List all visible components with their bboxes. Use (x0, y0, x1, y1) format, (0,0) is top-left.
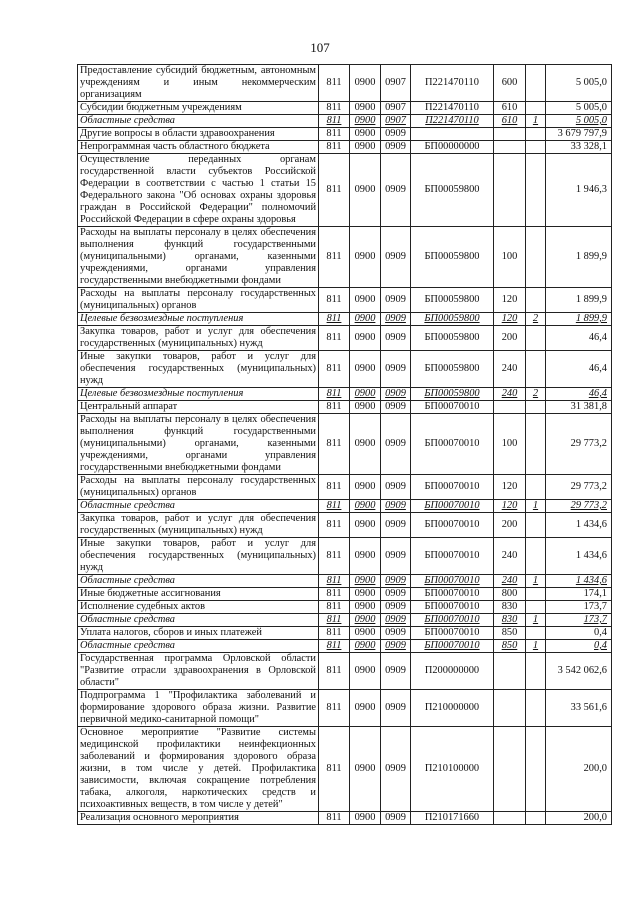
section-code: 0900 (350, 575, 381, 588)
subsection-code: 0909 (381, 614, 411, 627)
table-row (78, 500, 612, 513)
table-row (78, 401, 612, 414)
expense-type (494, 812, 526, 825)
admin-code: 811 (319, 513, 350, 538)
subsection-code: 0909 (381, 690, 411, 727)
table-row (78, 614, 612, 627)
funding-source (526, 227, 546, 288)
amount: 46,4 (546, 388, 612, 401)
table-row (78, 812, 612, 825)
row-name: Иные закупки товаров, работ и услуг для обеспечения государственных (муниципальных) нужд (78, 351, 319, 388)
admin-code: 811 (319, 102, 350, 115)
section-code: 0900 (350, 614, 381, 627)
section-code: 0900 (350, 513, 381, 538)
page-number: 107 (310, 40, 330, 55)
admin-code: 811 (319, 115, 350, 128)
amount: 0,4 (546, 627, 612, 640)
funding-source (526, 141, 546, 154)
amount: 173,7 (546, 614, 612, 627)
section-code: 0900 (350, 690, 381, 727)
admin-code: 811 (319, 690, 350, 727)
subsection-code: 0909 (381, 588, 411, 601)
expense-type: 830 (494, 614, 526, 627)
row-name: Областные средства (78, 640, 319, 653)
funding-source (526, 588, 546, 601)
funding-source (526, 690, 546, 727)
target-article: БП00070010 (411, 588, 494, 601)
section-code: 0900 (350, 326, 381, 351)
table-row (78, 227, 612, 288)
amount: 29 773,2 (546, 475, 612, 500)
subsection-code: 0909 (381, 388, 411, 401)
target-article: БП00070010 (411, 601, 494, 614)
amount: 33 328,1 (546, 141, 612, 154)
table-row (78, 326, 612, 351)
amount: 1 899,9 (546, 288, 612, 313)
amount: 5 005,0 (546, 115, 612, 128)
row-name: Иные бюджетные ассигнования (78, 588, 319, 601)
table-row (78, 640, 612, 653)
target-article: БП00070010 (411, 401, 494, 414)
funding-source (526, 475, 546, 500)
target-article: БП00070010 (411, 575, 494, 588)
admin-code: 811 (319, 601, 350, 614)
row-name: Областные средства (78, 115, 319, 128)
section-code: 0900 (350, 65, 381, 102)
expense-type: 850 (494, 640, 526, 653)
expense-type: 610 (494, 102, 526, 115)
section-code: 0900 (350, 538, 381, 575)
section-code: 0900 (350, 313, 381, 326)
admin-code: 811 (319, 653, 350, 690)
row-name: Расходы на выплаты персоналу в целях обеспечения выполнения функций государственными (муниципальными) органами, казенными учреждениями, органами управления государственными внебюджетными фондами (78, 227, 319, 288)
admin-code: 811 (319, 65, 350, 102)
expense-type: 100 (494, 414, 526, 475)
target-article: БП00059800 (411, 326, 494, 351)
row-name: Целевые безвозмездные поступления (78, 313, 319, 326)
funding-source (526, 627, 546, 640)
expense-type: 120 (494, 313, 526, 326)
row-name: Государственная программа Орловской области "Развитие отрасли здравоохранения в Орловской области" (78, 653, 319, 690)
amount: 29 773,2 (546, 500, 612, 513)
section-code: 0900 (350, 727, 381, 812)
expense-type (494, 690, 526, 727)
section-code: 0900 (350, 627, 381, 640)
funding-source (526, 154, 546, 227)
funding-source (526, 538, 546, 575)
subsection-code: 0907 (381, 102, 411, 115)
target-article: БП00070010 (411, 640, 494, 653)
table-row (78, 513, 612, 538)
row-name: Основное мероприятие "Развитие системы медицинской профилактики неинфекционных заболеваний и формирования здорового образа жизни, в том числе у детей. Профилактика зависимости, включая сокращение потребления табака, алкоголя, наркотических средств и психоактивных веществ, в том числе у детей" (78, 727, 319, 812)
amount: 5 005,0 (546, 65, 612, 102)
target-article: П221470110 (411, 115, 494, 128)
table-row (78, 727, 612, 812)
funding-source: 2 (526, 388, 546, 401)
expense-type (494, 653, 526, 690)
row-name: Предоставление субсидий бюджетным, автономным учреждениям и иным некоммерческим организациям (78, 65, 319, 102)
funding-source (526, 513, 546, 538)
amount: 3 679 797,9 (546, 128, 612, 141)
amount: 5 005,0 (546, 102, 612, 115)
amount: 1 899,9 (546, 227, 612, 288)
target-article: БП00059800 (411, 388, 494, 401)
admin-code: 811 (319, 326, 350, 351)
table-row (78, 575, 612, 588)
expense-type: 850 (494, 627, 526, 640)
subsection-code: 0909 (381, 727, 411, 812)
funding-source: 1 (526, 500, 546, 513)
funding-source (526, 653, 546, 690)
subsection-code: 0909 (381, 500, 411, 513)
target-article: П210000000 (411, 690, 494, 727)
admin-code: 811 (319, 614, 350, 627)
expense-type: 120 (494, 500, 526, 513)
row-name: Закупка товаров, работ и услуг для обеспечения государственных (муниципальных) нужд (78, 326, 319, 351)
subsection-code: 0909 (381, 538, 411, 575)
expense-type: 600 (494, 65, 526, 102)
table-row (78, 388, 612, 401)
table-row (78, 627, 612, 640)
subsection-code: 0909 (381, 128, 411, 141)
admin-code: 811 (319, 154, 350, 227)
amount: 1 434,6 (546, 575, 612, 588)
expense-type (494, 128, 526, 141)
admin-code: 811 (319, 538, 350, 575)
table-row (78, 588, 612, 601)
subsection-code: 0909 (381, 513, 411, 538)
target-article: БП00059800 (411, 313, 494, 326)
expense-type (494, 401, 526, 414)
amount: 1 946,3 (546, 154, 612, 227)
funding-source (526, 414, 546, 475)
funding-source: 1 (526, 575, 546, 588)
target-article: БП00000000 (411, 141, 494, 154)
section-code: 0900 (350, 102, 381, 115)
funding-source (526, 128, 546, 141)
expense-type (494, 154, 526, 227)
row-name: Уплата налогов, сборов и иных платежей (78, 627, 319, 640)
section-code: 0900 (350, 115, 381, 128)
table-row (78, 690, 612, 727)
subsection-code: 0909 (381, 227, 411, 288)
subsection-code: 0909 (381, 653, 411, 690)
subsection-code: 0907 (381, 65, 411, 102)
subsection-code: 0909 (381, 141, 411, 154)
table-row (78, 128, 612, 141)
row-name: Закупка товаров, работ и услуг для обеспечения государственных (муниципальных) нужд (78, 513, 319, 538)
expense-type: 240 (494, 351, 526, 388)
target-article: П221470110 (411, 102, 494, 115)
row-name: Расходы на выплаты персоналу государственных (муниципальных) органов (78, 288, 319, 313)
target-article: П210100000 (411, 727, 494, 812)
admin-code: 811 (319, 575, 350, 588)
subsection-code: 0909 (381, 154, 411, 227)
funding-source (526, 351, 546, 388)
subsection-code: 0909 (381, 351, 411, 388)
target-article: П200000000 (411, 653, 494, 690)
funding-source (526, 601, 546, 614)
row-name: Расходы на выплаты персоналу государственных (муниципальных) органов (78, 475, 319, 500)
amount: 200,0 (546, 812, 612, 825)
table-row (78, 653, 612, 690)
section-code: 0900 (350, 414, 381, 475)
row-name: Целевые безвозмездные поступления (78, 388, 319, 401)
budget-table (77, 64, 612, 825)
table-row (78, 313, 612, 326)
amount: 31 381,8 (546, 401, 612, 414)
subsection-code: 0909 (381, 601, 411, 614)
row-name: Областные средства (78, 500, 319, 513)
expense-type: 240 (494, 538, 526, 575)
admin-code: 811 (319, 313, 350, 326)
amount: 1 434,6 (546, 538, 612, 575)
table-row (78, 141, 612, 154)
table-row (78, 601, 612, 614)
admin-code: 811 (319, 588, 350, 601)
section-code: 0900 (350, 601, 381, 614)
section-code: 0900 (350, 812, 381, 825)
row-name: Областные средства (78, 575, 319, 588)
section-code: 0900 (350, 351, 381, 388)
admin-code: 811 (319, 288, 350, 313)
funding-source (526, 102, 546, 115)
target-article: БП00070010 (411, 475, 494, 500)
row-name: Реализация основного мероприятия (78, 812, 319, 825)
admin-code: 811 (319, 640, 350, 653)
row-name: Исполнение судебных актов (78, 601, 319, 614)
admin-code: 811 (319, 227, 350, 288)
table-row (78, 288, 612, 313)
funding-source (526, 401, 546, 414)
row-name: Субсидии бюджетным учреждениям (78, 102, 319, 115)
funding-source: 1 (526, 115, 546, 128)
row-name: Центральный аппарат (78, 401, 319, 414)
amount: 33 561,6 (546, 690, 612, 727)
row-name: Другие вопросы в области здравоохранения (78, 128, 319, 141)
expense-type: 830 (494, 601, 526, 614)
funding-source (526, 812, 546, 825)
subsection-code: 0909 (381, 313, 411, 326)
admin-code: 811 (319, 500, 350, 513)
amount: 1 899,9 (546, 313, 612, 326)
expense-type (494, 727, 526, 812)
subsection-code: 0909 (381, 414, 411, 475)
section-code: 0900 (350, 388, 381, 401)
admin-code: 811 (319, 475, 350, 500)
row-name: Иные закупки товаров, работ и услуг для обеспечения государственных (муниципальных) нужд (78, 538, 319, 575)
subsection-code: 0909 (381, 401, 411, 414)
row-name: Областные средства (78, 614, 319, 627)
funding-source: 2 (526, 313, 546, 326)
expense-type: 100 (494, 227, 526, 288)
target-article: БП00070010 (411, 500, 494, 513)
admin-code: 811 (319, 388, 350, 401)
amount: 200,0 (546, 727, 612, 812)
subsection-code: 0909 (381, 640, 411, 653)
section-code: 0900 (350, 227, 381, 288)
budget-table-body (78, 65, 612, 825)
target-article (411, 128, 494, 141)
admin-code: 811 (319, 812, 350, 825)
row-name: Осуществление переданных органам государственной власти субъектов Российской Федерации в соответствии с частью 1 статьи 15 Федерального закона "Об основах охраны здоровья граждан в Российской Федерации" полномочий Российской Федерации в сфере охраны здоровья (78, 154, 319, 227)
admin-code: 811 (319, 128, 350, 141)
amount: 174,1 (546, 588, 612, 601)
amount: 46,4 (546, 326, 612, 351)
funding-source (526, 727, 546, 812)
amount: 46,4 (546, 351, 612, 388)
admin-code: 811 (319, 414, 350, 475)
subsection-code: 0909 (381, 575, 411, 588)
target-article: БП00070010 (411, 627, 494, 640)
section-code: 0900 (350, 128, 381, 141)
target-article: П221470110 (411, 65, 494, 102)
target-article: БП00059800 (411, 351, 494, 388)
section-code: 0900 (350, 640, 381, 653)
target-article: БП00059800 (411, 227, 494, 288)
target-article: БП00059800 (411, 154, 494, 227)
table-row (78, 351, 612, 388)
target-article: П210171660 (411, 812, 494, 825)
amount: 3 542 062,6 (546, 653, 612, 690)
subsection-code: 0909 (381, 627, 411, 640)
section-code: 0900 (350, 588, 381, 601)
expense-type: 120 (494, 288, 526, 313)
table-row (78, 475, 612, 500)
target-article: БП00070010 (411, 414, 494, 475)
expense-type: 120 (494, 475, 526, 500)
expense-type: 240 (494, 388, 526, 401)
section-code: 0900 (350, 475, 381, 500)
target-article: БП00070010 (411, 513, 494, 538)
table-row (78, 538, 612, 575)
expense-type: 200 (494, 513, 526, 538)
target-article: БП00070010 (411, 614, 494, 627)
funding-source (526, 326, 546, 351)
table-row (78, 65, 612, 102)
admin-code: 811 (319, 141, 350, 154)
funding-source (526, 65, 546, 102)
funding-source: 1 (526, 614, 546, 627)
section-code: 0900 (350, 401, 381, 414)
expense-type: 240 (494, 575, 526, 588)
amount: 0,4 (546, 640, 612, 653)
admin-code: 811 (319, 351, 350, 388)
admin-code: 811 (319, 727, 350, 812)
admin-code: 811 (319, 627, 350, 640)
section-code: 0900 (350, 653, 381, 690)
table-row (78, 102, 612, 115)
section-code: 0900 (350, 500, 381, 513)
expense-type: 610 (494, 115, 526, 128)
subsection-code: 0909 (381, 475, 411, 500)
amount: 173,7 (546, 601, 612, 614)
subsection-code: 0909 (381, 326, 411, 351)
amount: 1 434,6 (546, 513, 612, 538)
funding-source: 1 (526, 640, 546, 653)
target-article: БП00059800 (411, 288, 494, 313)
admin-code: 811 (319, 401, 350, 414)
table-row (78, 154, 612, 227)
section-code: 0900 (350, 154, 381, 227)
funding-source (526, 288, 546, 313)
amount: 29 773,2 (546, 414, 612, 475)
subsection-code: 0909 (381, 812, 411, 825)
expense-type: 800 (494, 588, 526, 601)
row-name: Подпрограмма 1 "Профилактика заболеваний и формирование здорового образа жизни. Развитие первичной медико-санитарной помощи" (78, 690, 319, 727)
subsection-code: 0909 (381, 288, 411, 313)
table-row (78, 414, 612, 475)
expense-type: 200 (494, 326, 526, 351)
expense-type (494, 141, 526, 154)
subsection-code: 0907 (381, 115, 411, 128)
row-name: Расходы на выплаты персоналу в целях обеспечения выполнения функций государственными (муниципальными) органами, казенными учреждениями, органами управления государственными внебюджетными фондами (78, 414, 319, 475)
table-row (78, 115, 612, 128)
section-code: 0900 (350, 288, 381, 313)
section-code: 0900 (350, 141, 381, 154)
target-article: БП00070010 (411, 538, 494, 575)
row-name: Непрограммная часть областного бюджета (78, 141, 319, 154)
